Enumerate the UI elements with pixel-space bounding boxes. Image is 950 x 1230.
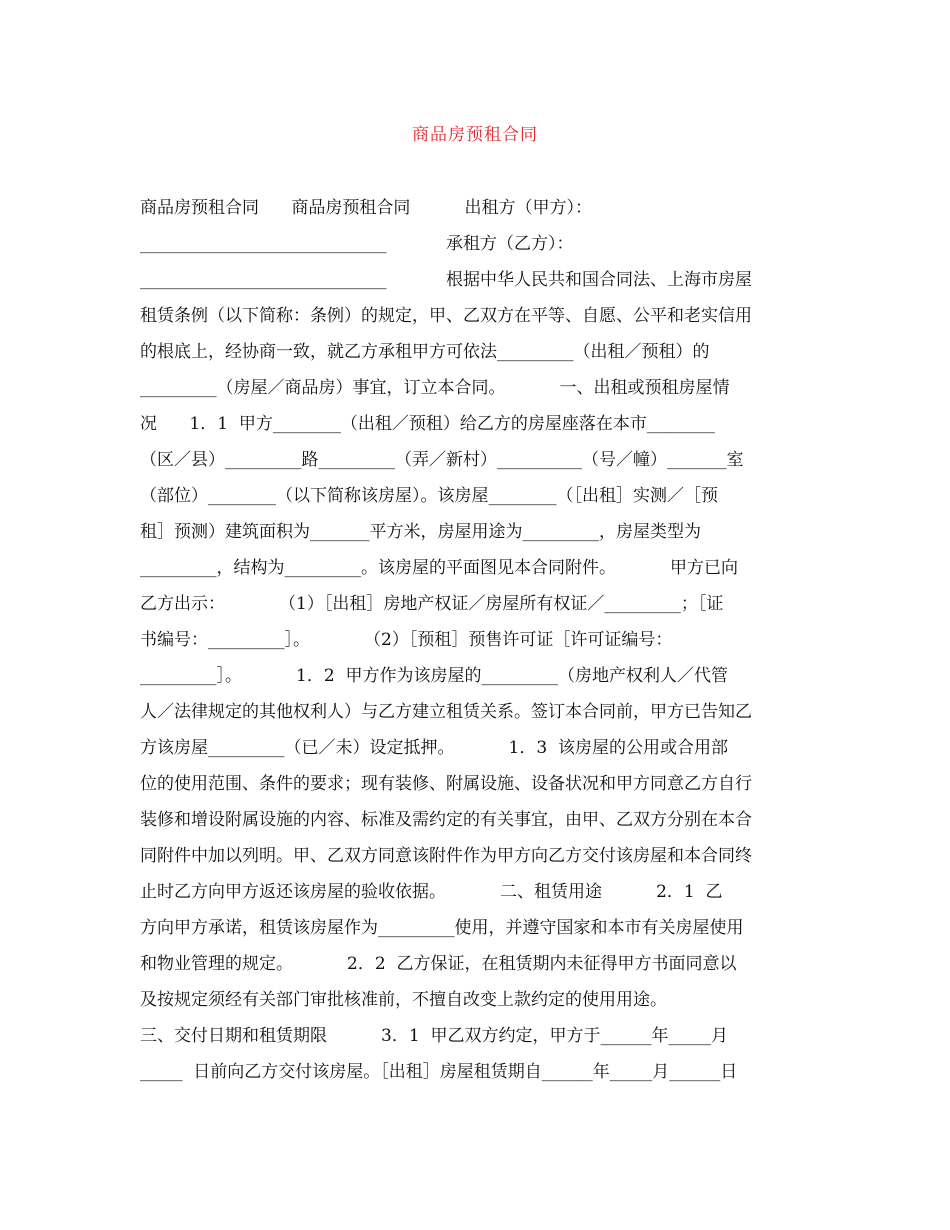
text-line: 和物业管理的规定。 2．2 乙方保证，在租赁期内未征得甲方书面同意以 xyxy=(140,954,737,974)
text-line: _____ 日前向乙方交付该房屋。［出租］房屋租赁期自______年_____月______日 xyxy=(140,1062,738,1082)
text-line: （区／县）_________路_________（弄／新村）__________（号／幢）_______室 xyxy=(140,450,744,470)
text-line: 乙方出示： （1）［出租］房地产权证／房屋所有权证／_________；［证 xyxy=(140,594,724,614)
document-title: 商品房预租合同 xyxy=(412,125,538,145)
text-line: （部位）________（以下简称该房屋）。该房屋________（［出租］实测／［预 xyxy=(140,486,718,506)
text-line: 租］预测）建筑面积为_______平方米，房屋用途为_________，房屋类型为 xyxy=(140,522,701,542)
text-line: 方该房屋_________（已／未）设定抵押。 1．3 该房屋的公用或合用部 xyxy=(140,738,728,758)
text-line: 及按规定须经有关部门审批核准前，不擅自改变上款约定的使用用途。 xyxy=(140,990,667,1010)
text-line: 同附件中加以列明。甲、乙双方同意该附件作为甲方向乙方交付该房屋和本合同终 xyxy=(140,846,752,866)
contract-body xyxy=(140,194,810,1094)
text-line: 人／法律规定的其他权利人）与乙方建立租赁关系。签订本合同前，甲方已告知乙 xyxy=(140,702,752,722)
text-line: 租赁条例（以下简称：条例）的规定，甲、乙双方在平等、自愿、公平和老实信用 xyxy=(140,306,752,326)
text-line: _________（房屋／商品房）事宜，订立本合同。 一、出租或预租房屋情 xyxy=(140,378,730,398)
text-line: 三、交付日期和租赁期限 3．1 甲乙双方约定，甲方于______年_____月 xyxy=(140,1026,728,1046)
text-line: _________］。 1．2 甲方作为该房屋的_________（房地产权利人／代管 xyxy=(140,666,728,686)
text-line: 方向甲方承诺，租赁该房屋作为_________使用，并遵守国家和本市有关房屋使用 xyxy=(140,918,744,938)
text-line: _____________________________ 根据中华人民共和国合同法、上海市房屋 xyxy=(140,270,752,290)
text-line: 位的使用范围、条件的要求；现有装修、附属设施、设备状况和甲方同意乙方自行 xyxy=(140,774,752,794)
text-line: 装修和增设附属设施的内容、标准及需约定的有关事宜，由甲、乙双方分别在本合 xyxy=(140,810,752,830)
text-line: 止时乙方向甲方返还该房屋的验收依据。 二、租赁用途 2．1 乙 xyxy=(140,882,723,902)
text-line: 况 1．1 甲方________（出租／预租）给乙方的房屋座落在本市________ xyxy=(140,414,715,434)
text-line: 的根底上，经协商一致，就乙方承租甲方可依法_________（出租／预租）的 xyxy=(140,342,710,362)
text-line: _____________________________ 承租方（乙方）： xyxy=(140,234,574,254)
text-line: 商品房预租合同 商品房预租合同 出租方（甲方）： xyxy=(140,198,592,218)
text-line: 书编号：_________］。 （2）［预租］预售许可证［许可证编号： xyxy=(140,630,673,650)
text-line: _________，结构为_________。该房屋的平面图见本合同附件。 甲方已向 xyxy=(140,558,739,578)
